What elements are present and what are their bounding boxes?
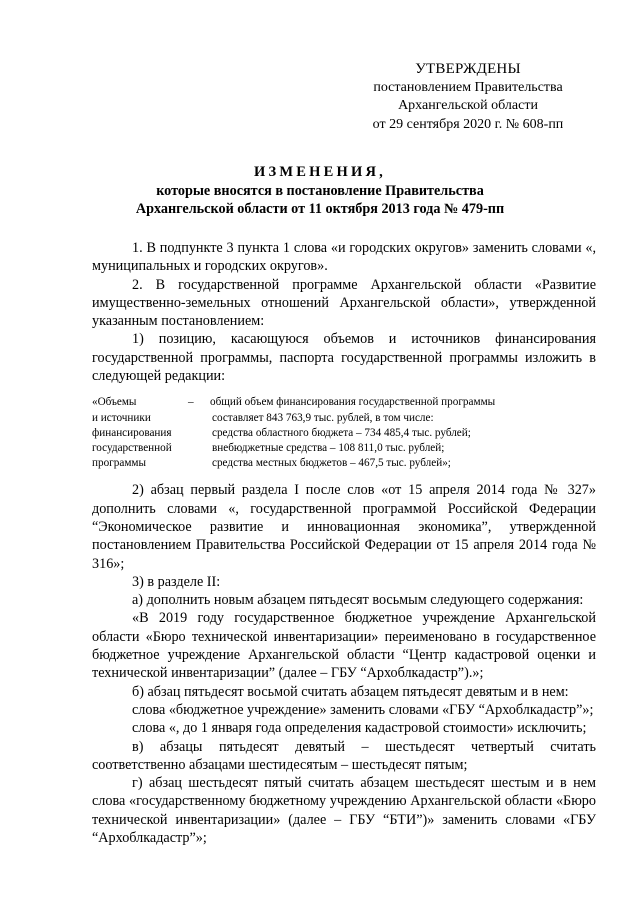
title-main: ИЗМЕНЕНИЯ,: [254, 164, 386, 180]
funding-value-line: средства областного бюджета – 734 485,4 тыс. рублей;: [212, 426, 471, 439]
paragraph: слова «, до 1 января года определения кадастровой стоимости» исключить;: [132, 720, 587, 737]
funding-dash: –: [188, 396, 194, 409]
funding-value-line: общий объем финансирования государственной программы: [210, 396, 496, 409]
paragraph: 2. В государственной программе Архангельской области «Развитие имущественно-земельных отношений Архангельской области», утвержденной указанным постановлением:: [92, 276, 596, 330]
approval-line: от 29 сентября 2020 г. № 608-пп: [372, 116, 564, 132]
document-title: [60, 163, 580, 219]
title-subtitle: которые вносятся в постановление Правительства: [156, 182, 484, 199]
funding-value-line: средства местных бюджетов – 467,5 тыс. рублей»;: [212, 457, 451, 470]
paragraph: 1. В подпункте 3 пункта 1 слова «и городских округов» заменить словами «, муниципальных и городских округов».: [92, 240, 596, 275]
funding-values: [210, 395, 596, 471]
approval-heading: УТВЕРЖДЕНЫ: [415, 61, 521, 77]
funding-label-line: государственной: [92, 441, 172, 454]
funding-label-line: программы: [92, 457, 146, 470]
approval-line: постановлением Правительства: [373, 79, 563, 95]
funding-label-line: «Объемы: [92, 396, 137, 409]
paragraph: слова «бюджетное учреждение» заменить словами «ГБУ “Архоблкадастр”»;: [132, 701, 594, 718]
paragraph: в) абзацы пятьдесят девятый – шестьдесят четвертый считать соответственно абзацами шестидесятым – шестьдесят пятым;: [92, 738, 596, 773]
funding-table: [92, 395, 596, 471]
paragraph: г) абзац шестьдесят пятый считать абзацем шестьдесят шестым и в нем слова «государственному бюджетному учреждению Архангельской области «Бюро технической инвентаризации» (далее – ГБУ “БТИ”)» заменить словами «ГБУ “Архоблкадастр”»;: [92, 775, 596, 847]
funding-value-line: внебюджетные средства – 108 811,0 тыс. рублей;: [212, 441, 445, 454]
approval-block: [353, 60, 583, 134]
paragraph: «В 2019 году государственное бюджетное учреждение Архангельской области «Бюро технической инвентаризации» переименовано в государственное бюджетное учреждение Архангельской области “Центр кадастровой оценки и технической инвентаризации” (далее – ГБУ “Архоблкадастр”).»;: [92, 610, 596, 682]
paragraph: а) дополнить новым абзацем пятьдесят восьмым следующего содержания:: [132, 592, 584, 609]
funding-value-line: составляет 843 763,9 тыс. рублей, в том числе:: [212, 411, 434, 424]
document-body: [92, 239, 596, 847]
paragraph: 3) в разделе II:: [132, 573, 221, 590]
funding-label: [92, 395, 188, 471]
title-subtitle: Архангельской области от 11 октября 2013 года № 479-пп: [135, 201, 505, 218]
paragraph: 2) абзац первый раздела I после слов «от 15 апреля 2014 года № 327» дополнить словами «, государственной программой Российской Федерации “Экономическое развитие и инновационная экономика”, утвержденной постановлением Правительства Российской Федерации от 15 апреля 2014 года № 316»;: [92, 482, 596, 572]
paragraph: 1) позицию, касающуюся объемов и источников финансирования государственной программы, паспорта государственной программы изложить в следующей редакции:: [92, 331, 596, 385]
approval-line: Архангельской области: [398, 98, 538, 113]
funding-label-line: финансирования: [92, 426, 172, 439]
paragraph: б) абзац пятьдесят восьмой считать абзацем пятьдесят девятым и в нем:: [132, 683, 569, 700]
funding-label-line: и источники: [92, 411, 151, 424]
